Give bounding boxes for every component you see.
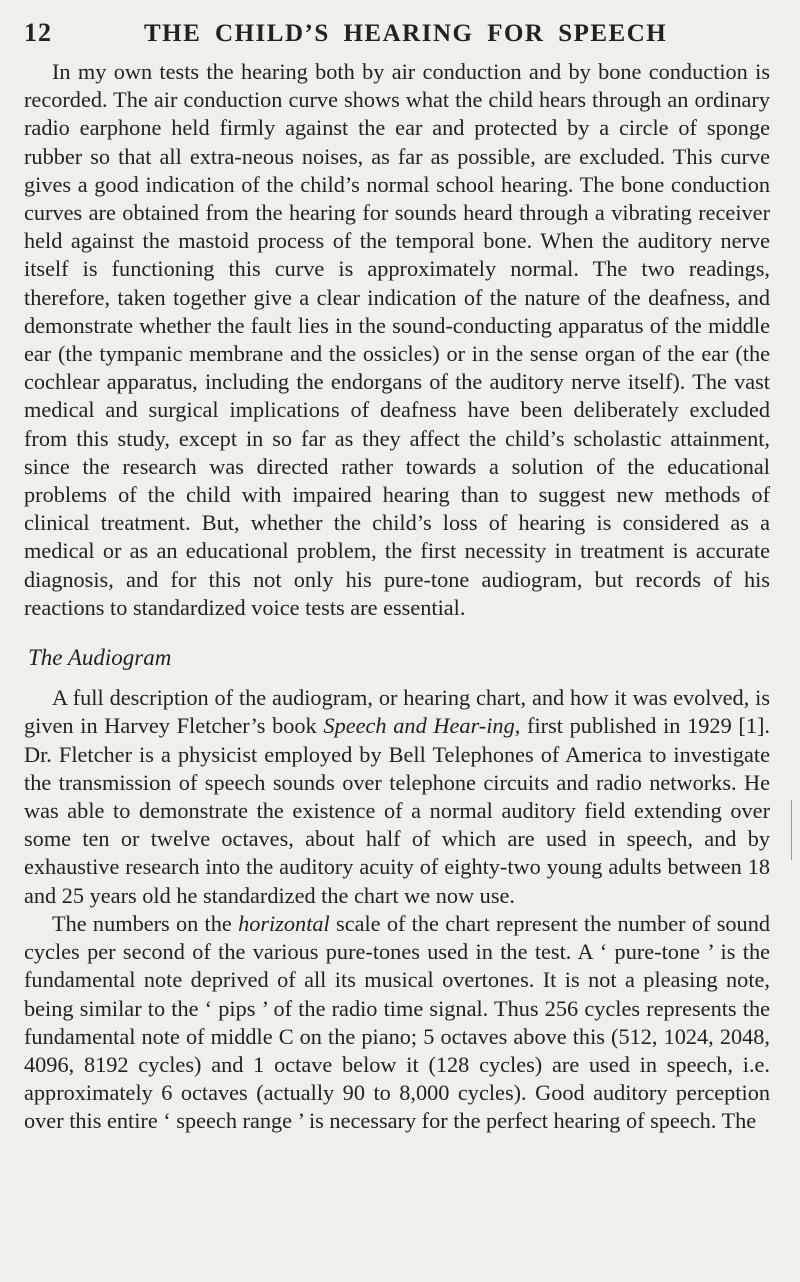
section-heading: The Audiogram (28, 645, 172, 671)
text-run: scale of the chart represent the number of sound cycles per second of the various pure-tones used in the test. A ‘ pure-tone ’ is the fundamental note deprived of all its musical overtones. It is not a pleasing note, being similar to the ‘ pips ’ of the radio time signal. Thus 256 cycles represents the fundamental note of middle C on the piano; 5 octaves above this (512, 1024, 2048, 4096, 8192 cycles) and 1 octave below it (128 cycles) are used in speech, i.e. approximately 6 octaves (actually 90 to 8,000 cycles). Good auditory perception over this entire ‘ speech range ’ is necessary for the perfect hearing of speech. The (24, 910, 770, 1134)
text-run: The numbers on the (52, 910, 239, 936)
text-run: , first published in 1929 [1]. Dr. Fletcher is a physicist employed by Bell Telephones of America to investigate the transmission of speech sounds over telephone circuits and radio networks. He was able to demonstrate the existence of a normal auditory field extending over some ten or twelve octaves, about half of which are used in speech, and by exhaustive research into the auditory acuity of eighty-two young adults between 18 and 25 years old he standardized the chart we now use. (24, 713, 771, 908)
emphasis-horizontal: horizontal (238, 910, 330, 936)
running-head (24, 18, 770, 58)
scan-mark (791, 800, 792, 860)
body-text (24, 58, 770, 1136)
book-title: Speech and Hear-ing (323, 713, 515, 739)
text-run: A full description of the audiogram, or hearing chart, and how it was evolved, is given in Harvey Fletcher’s book (24, 685, 770, 739)
paragraph-pure-tone (24, 910, 770, 1136)
paragraph-fletcher (24, 684, 770, 910)
running-title: THE CHILD’S HEARING FOR SPEECH (144, 20, 668, 47)
page-number: 12 (24, 18, 52, 47)
paragraph-bone-conduction: In my own tests the hearing both by air conduction and by bone conduction is recorded. The air conduction curve shows what the child hears through an ordinary radio earphone held firmly against the ear and protected by a circle of sponge rubber so that all extra-neous noises, as far as possible, are excluded. This curve gives a good indication of the child’s normal school hearing. The bone conduction curves are obtained from the hearing for sounds heard through a vibrating receiver held against the mastoid process of the temporal bone. When the auditory nerve itself is functioning this curve is approximately normal. The two readings, therefore, taken together give a clear indication of the nature of the deafness, and demonstrate whether the fault lies in the sound-conducting apparatus of the middle ear (the tympanic membrane and the ossicles) or in the sense organ of the ear (the cochlear apparatus, including the endorgans of the auditory nerve itself). The vast medical and surgical implications of deafness have been deliberately excluded from this study, except in so far as they affect the child’s scholastic attainment, since the research was directed rather towards a solution of the educational problems of the child with impaired hearing than to suggest new methods of clinical treatment. But, whether the child’s loss of hearing is considered as a medical or as an educational problem, the first necessity in treatment is accurate diagnosis, and for this not only his pure-tone audiogram, but records of his reactions to standardized voice tests are essential. (24, 59, 770, 620)
